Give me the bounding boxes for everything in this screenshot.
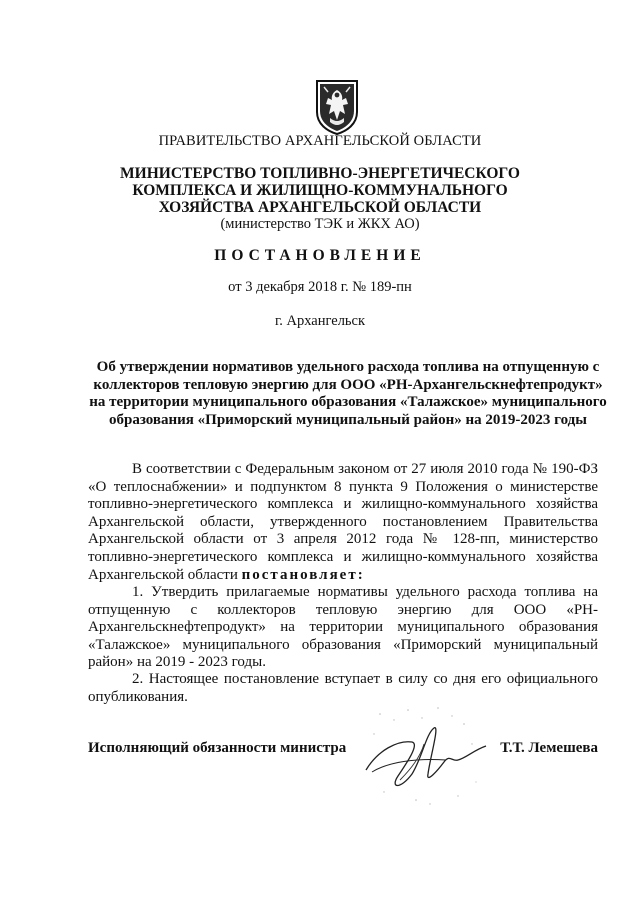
document-title: Об утверждении нормативов удельного расхода топлива на отпущенную с коллекторов тепловую энергию для ООО «РН-Архангельскнефтепродукт» на территории муниципального образования «Талажское» муниципального образования «Приморский муниципальный район» на 2019-2023 годы [89, 359, 607, 428]
government-name: ПРАВИТЕЛЬСТВО АРХАНГЕЛЬСКОЙ ОБЛАСТИ [158, 133, 482, 149]
arkhangelsk-coat-of-arms-icon [313, 78, 361, 136]
ministry-name [0, 165, 640, 216]
intro-paragraph [88, 461, 598, 584]
intro-text: В соответствии с Федеральным законом от 27 июля 2010 года № 190-ФЗ «О теплоснабжении» и подпунктом 8 пункта 9 Положения о министерстве топливно-энергетического комплекса и жилищно-коммунального хозяйства Архангельской области, утвержденного постановлением Правительства Архангельской области от 3 апреля 2012 года № 128-пп, министерство топливно-энергетического комплекса и жилищно-коммунального хозяйства Архангельской области [88, 461, 598, 583]
handwritten-signature-icon [360, 700, 490, 810]
resolution-keyword: постановляет: [241, 566, 365, 583]
item-1-paragraph: 1. Утвердить прилагаемые нормативы удельного расхода топлива на отпущенную с коллекторов тепловую энергию для ООО «РН-Архангельскнефтепродукт» на территории муниципального образования «Талажское» муниципального образования «Приморский муниципальный район» на 2019 - 2023 годы. [88, 584, 598, 671]
signatory-position: Исполняющий обязанности министра [88, 740, 347, 756]
city: г. Архангельск [274, 313, 366, 329]
item-2-paragraph: 2. Настоящее постановление вступает в силу со дня его официального опубликования. [88, 671, 598, 705]
ministry-line-2: КОМПЛЕКСА И ЖИЛИЩНО-КОММУНАЛЬНОГО [132, 182, 508, 199]
document-type: ПОСТАНОВЛЕНИЕ [214, 247, 426, 264]
ministry-abbreviation: (министерство ТЭК и ЖКХ АО) [220, 216, 420, 232]
ministry-line-3: ХОЗЯЙСТВА АРХАНГЕЛЬСКОЙ ОБЛАСТИ [158, 199, 482, 216]
ministry-line-1: МИНИСТЕРСТВО ТОПЛИВНО-ЭНЕРГЕТИЧЕСКОГО [120, 165, 520, 182]
date-and-number: от 3 декабря 2018 г. № 189-пн [228, 279, 412, 295]
signatory-name: Т.Т. Лемешева [500, 740, 598, 756]
